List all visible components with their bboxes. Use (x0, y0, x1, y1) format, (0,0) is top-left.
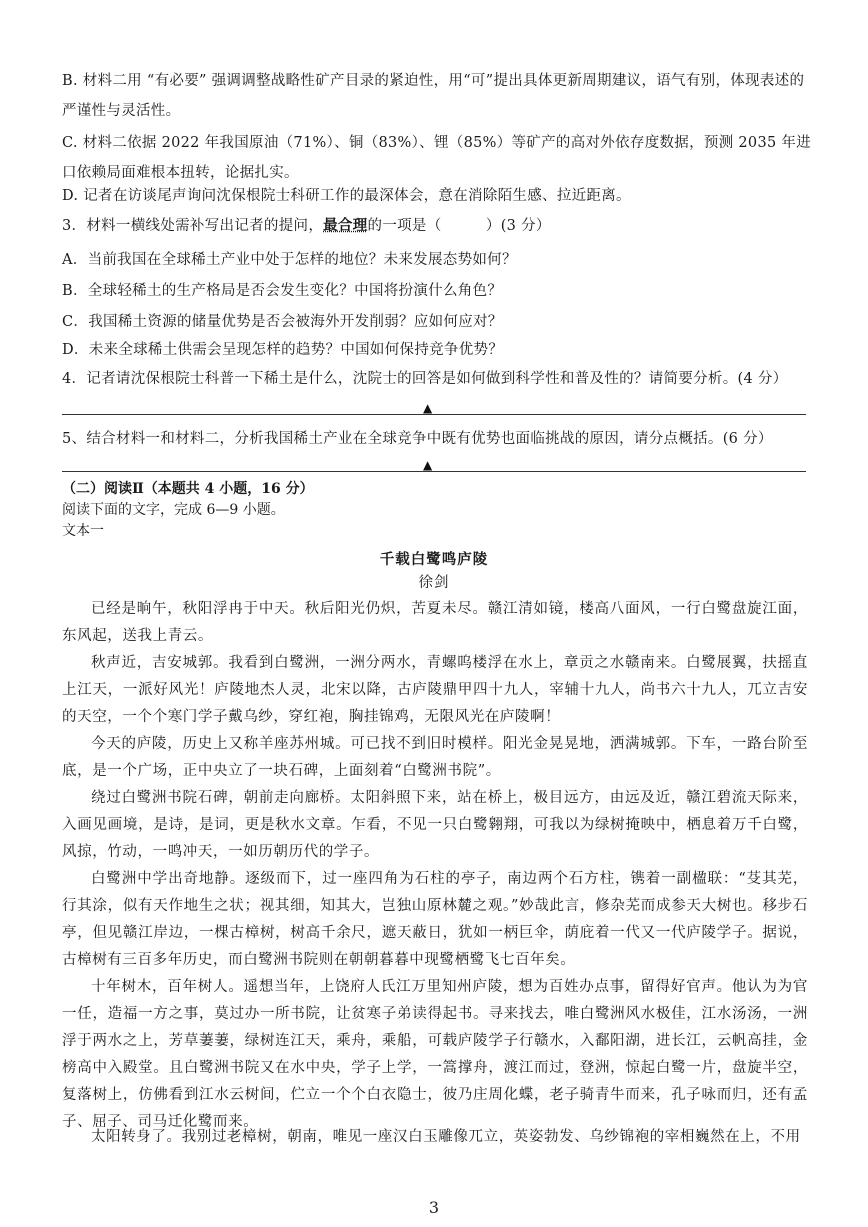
q2-option-b: B. 材料二用 “有必要” 强调调整战略性矿产目录的紧迫性，用“可”提出具体更新周期建议，语气有别，体现表述的严谨性与灵活性。 (62, 73, 805, 119)
q5-stem: 5、结合材料一和材料二，分析我国稀土产业在全球竞争中既有优势也面临挑战的原因，请分点概括。(6 分） (62, 431, 773, 447)
article-paragraph-3: 今天的庐陵，历史上又称羊座苏州城。可已找不到旧时模样。阳光金晃晃地，洒满城郭。下车，一路台阶至底，是一个广场，正中央立了一块石碑，上面刻着“白鹭洲书院”。 (62, 736, 808, 779)
q3-stem-emphasis: 最合理 (323, 217, 368, 234)
article-paragraph-2: 秋声近，吉安城郭。我看到白鹭洲，一洲分两水，青螺呜楼浮在水上，章贡之水赣南来。白鹭展翼，扶摇直上江天，一派好风光！庐陵地杰人灵，北宋以降，古庐陵鼎甲四十九人，宰辅十九人，尚书六十九人，兀立吉安的天空，一个个寒门学子戴乌纱，穿红袍，胸挂锦鸡，无限风光在庐陵啊！ (62, 655, 808, 725)
q3-stem-pre: 3．材料一横线处需补写出记者的提问， (62, 218, 324, 234)
q3-option-a: A．当前我国在全球稀土产业中处于怎样的地位？未来发展态势如何？ (62, 252, 517, 268)
article-paragraph-4: 绕过白鹭洲书院石碑，朝前走向廊桥。太阳斜照下来，站在桥上，极目远方，由远及近，赣江碧流天际来，入画见画境，是诗，是词，更是秋水文章。乍看，不见一只白鹭翱翔，可我以为绿树掩映中，栖息着万千白鹭，风掠，竹动，一鸣冲天，一如历朝历代的学子。 (62, 790, 808, 860)
article-author: 徐剑 (418, 575, 450, 591)
section-instruction: 阅读下面的文字，完成 6—9 小题。 (62, 502, 285, 518)
q2-option-c: C. 材料二依据 2022 年我国原油（71%）、铜（83%）、锂（85%）等矿产的高对外依存度数据，预测 2035 年进口依赖局面难根本扭转，论据扎实。 (62, 135, 812, 181)
q3-stem-post: 的一项是（ ）(3 分） (367, 218, 551, 234)
answer-line-q5[interactable] (62, 471, 806, 472)
page-number: 3 (428, 1198, 440, 1217)
answer-line-q4[interactable] (62, 414, 806, 415)
section-heading: （二）阅读Ⅱ（本题共 4 小题，16 分） (62, 481, 314, 497)
article-paragraph-1: 已经是晌午，秋阳浮冉于中天。秋后阳光仍炽，苦夏未尽。赣江清如镜，楼高八面风，一行白鹭盘旋江面，东风起，送我上青云。 (62, 601, 808, 644)
q3-option-b: B．全球轻稀土的生产格局是否会发生变化？中国将扮演什么角色？ (62, 283, 503, 299)
q3-option-d: D．未来全球稀土供需会呈现怎样的趋势？中国如何保持竞争优势？ (62, 342, 504, 358)
answer-marker-q4: ▲ (423, 401, 433, 415)
article-title: 千载白鹭鸣庐陵 (379, 551, 489, 568)
q3-stem (62, 211, 812, 241)
text-label: 文本一 (62, 523, 104, 539)
q2-option-d: D. 记者在访谈尾声询问沈保根院士科研工作的最深体会，意在消除陌生感、拉近距离。 (62, 188, 631, 204)
article-paragraph-5: 白鹭洲中学出奇地静。逐级而下，过一座四角为石柱的亭子，南边两个石方柱，镌着一副楹联：“芟其芜，行其涂，似有天作地生之状；视其细，知其大，岂独山原林麓之观。”妙哉此言，修杂芜而成参天大树也。移步石亭，但见赣江岸边，一棵古樟树，树高千余尺，遮天蔽日，犹如一柄巨伞，荫庇着一代又一代庐陵学子。据说，古樟树有三百多年历史，而白鹭洲书院则在朝朝暮暮中现鹭栖鹭飞七百年矣。 (62, 871, 808, 968)
article-paragraph-7: 太阳转身了。我别过老樟树，朝南，唯见一座汉白玉雕像兀立，英姿勃发、乌纱锦袍的宰相巍然在上，不用 (91, 1129, 801, 1145)
answer-marker-q5: ▲ (423, 458, 433, 472)
q4-stem: 4．记者请沈保根院士科普一下稀土是什么，沈院士的回答是如何做到科学性和普及性的？请简要分析。(4 分） (62, 371, 788, 387)
article-paragraph-6: 十年树木，百年树人。遥想当年，上饶府人氏江万里知州庐陵，想为百姓办点事，留得好官声。他认为为官一任，造福一方之事，莫过办一所书院，让贫寒子弟读得起书。寻来找去，唯白鹭洲风水极佳，江水汤汤，一洲浮于两水之上，芳草萋萋，绿树连江天，乘舟，乘船，可载庐陵学子行赣水，入鄱阳湖，进长江，云帆高挂，金榜高中入殿堂。且白鹭洲书院又在水中央，学子上学，一篙撑舟，渡江而过，登洲，惊起白鹭一片，盘旋半空，复落树上，仿佛看到江水云树间，伫立一个个白衣隐士，彼乃庄周化蝶，老子骑青牛而来，孔子咏而归，还有孟子、屈子、司马迁化鹭而来。 (62, 979, 808, 1130)
q3-option-c: C．我国稀土资源的储量优势是否会被海外开发削弱？应如何应对？ (62, 314, 503, 330)
